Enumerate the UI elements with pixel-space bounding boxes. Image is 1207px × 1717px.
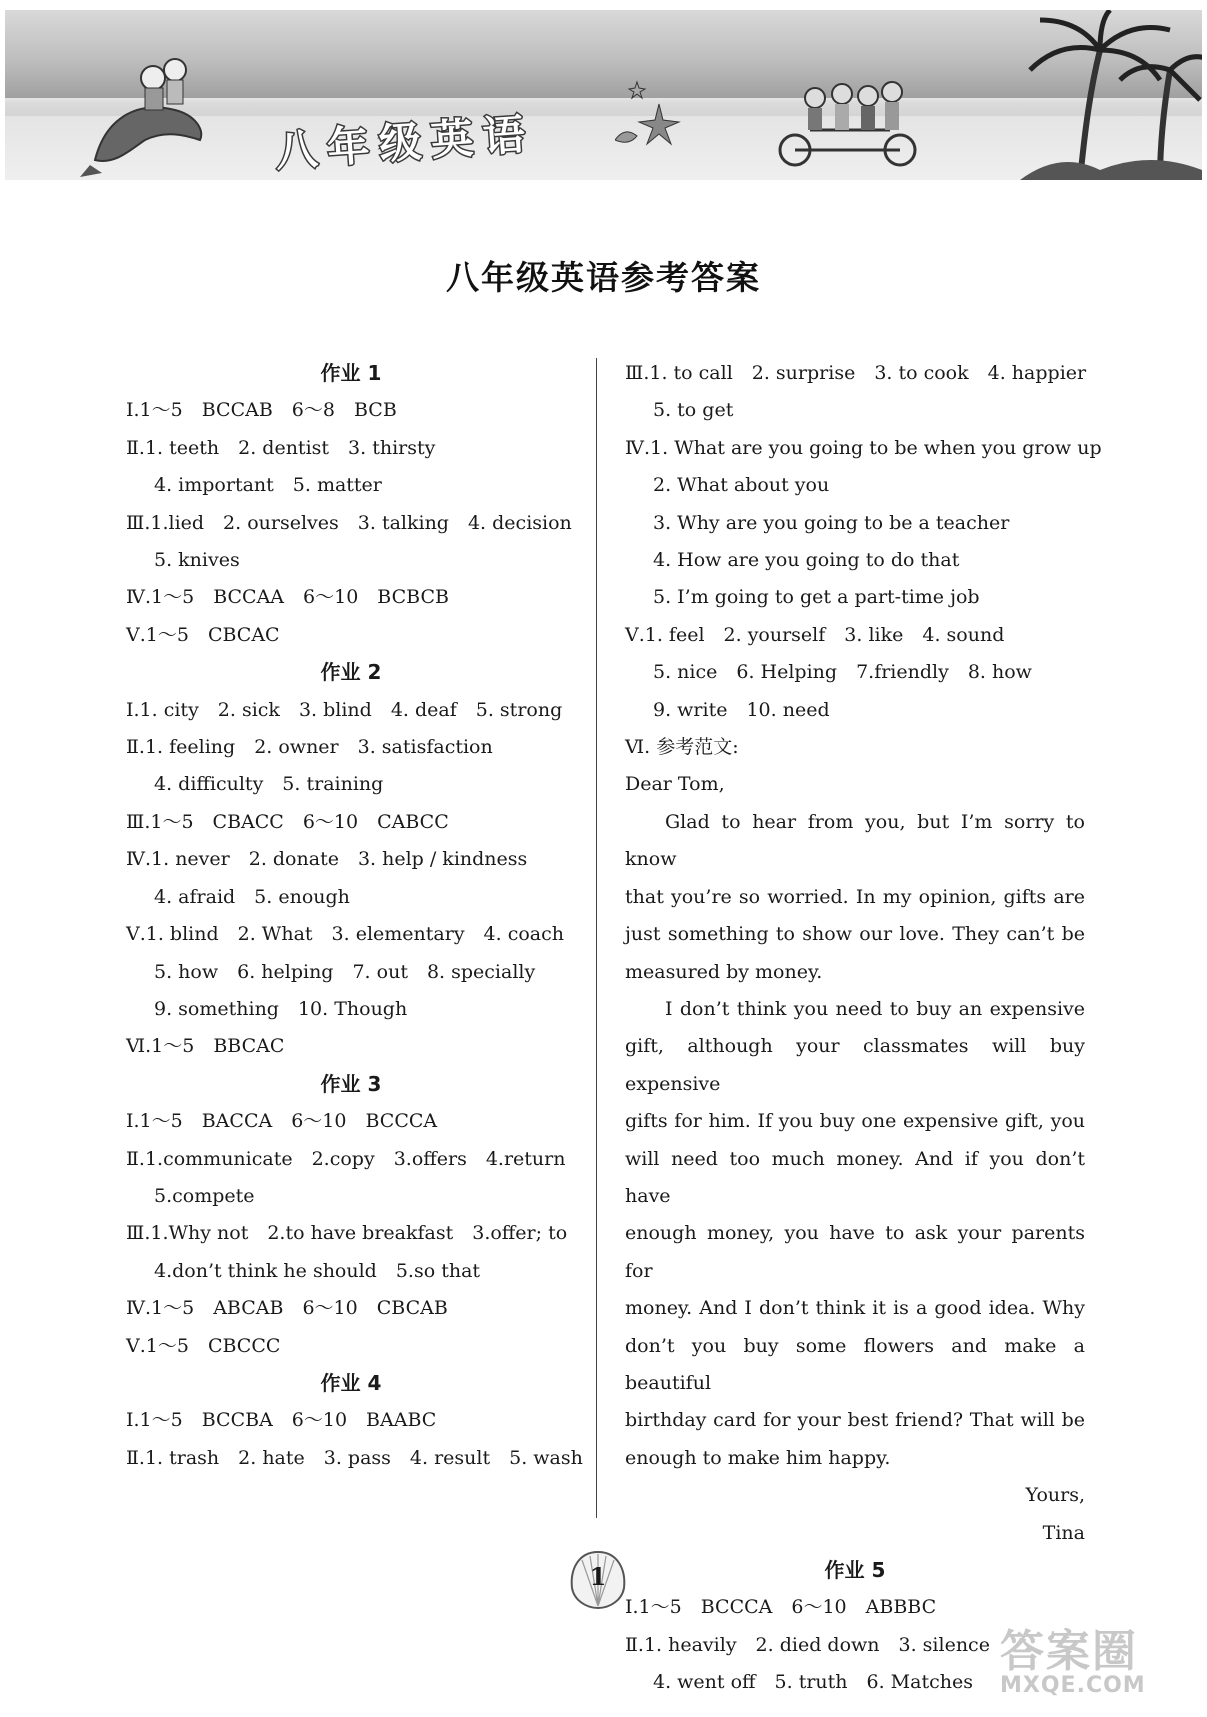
answer-line-continued: 4. important 5. matter bbox=[154, 474, 382, 497]
answer-line: Ⅲ.1.lied 2. ourselves 3. talking 4. decision bbox=[126, 511, 572, 534]
page-title: 八年级英语参考答案 bbox=[446, 258, 761, 297]
watermark-logo-text: 答案圈 bbox=[1000, 1626, 1138, 1677]
answer-line: Dear Tom, bbox=[625, 773, 725, 796]
answer-line: Ⅱ.1. heavily 2. died down 3. silence bbox=[625, 1633, 990, 1656]
essay-line: enough to make him happy. bbox=[625, 1446, 891, 1469]
section-heading: 作业 2 bbox=[320, 660, 382, 685]
answer-line: Ⅰ.1～5 BCCBA 6～10 BAABC bbox=[126, 1409, 437, 1432]
essay-line: Glad to hear from you, but I’m sorry to know bbox=[625, 810, 1085, 871]
page-number: 1 bbox=[589, 1562, 607, 1591]
answer-line: Ⅱ.1.communicate 2.copy 3.offers 4.return bbox=[126, 1147, 566, 1170]
signature-line: Yours, bbox=[1025, 1484, 1085, 1507]
section-heading: 作业 5 bbox=[824, 1558, 886, 1582]
answer-line-continued: 5. how 6. helping 7. out 8. specially bbox=[154, 960, 536, 983]
essay-line: just something to show our love. They can’t be bbox=[625, 923, 1085, 946]
essay-line: don’t you buy some flowers and make a beautiful bbox=[625, 1334, 1085, 1394]
starfish-icon bbox=[615, 80, 695, 160]
answer-line: Ⅰ.1. city 2. sick 3. blind 4. deaf 5. strong bbox=[126, 698, 563, 721]
answer-line: Ⅲ.1.Why not 2.to have breakfast 3.offer; to bbox=[126, 1222, 568, 1245]
section-heading: 作业 4 bbox=[320, 1370, 382, 1395]
answer-line: Ⅵ. 参考范文: bbox=[625, 736, 739, 759]
essay-line: measured by money. bbox=[625, 960, 823, 983]
left-column bbox=[126, 355, 583, 1477]
answer-line: Ⅰ.1～5 BACCA 6～10 BCCCA bbox=[126, 1110, 438, 1133]
answer-line: Ⅳ.1. never 2. donate 3. help / kindness bbox=[126, 848, 528, 871]
essay-line: I don’t think you need to buy an expensive bbox=[665, 997, 1085, 1020]
essay-line: gifts for him. If you buy one expensive gift, you bbox=[625, 1110, 1085, 1133]
right-column bbox=[625, 355, 1102, 1702]
answer-line: Ⅳ.1～5 BCCAA 6～10 BCBCB bbox=[126, 586, 449, 609]
answer-line-continued: 5.compete bbox=[154, 1184, 255, 1207]
answer-line: Ⅳ.1. What are you going to be when you grow up bbox=[625, 436, 1102, 459]
answer-line-continued: 5. knives bbox=[154, 549, 240, 572]
answer-line-continued: 2. What about you bbox=[653, 474, 830, 497]
answer-line-continued: 4. afraid 5. enough bbox=[154, 885, 350, 908]
essay-line: enough money, you have to ask your parents for bbox=[625, 1222, 1085, 1282]
answer-line-continued: 4.don’t think he should 5.so that bbox=[154, 1259, 481, 1282]
answer-line-continued: 4. difficulty 5. training bbox=[154, 773, 384, 796]
answer-line: Ⅴ.1. feel 2. yourself 3. like 4. sound bbox=[625, 623, 1005, 646]
column-divider bbox=[596, 358, 597, 1518]
section-heading: 作业 1 bbox=[320, 361, 382, 385]
section-heading: 作业 3 bbox=[320, 1071, 382, 1096]
essay-line: money. And I don’t think it is a good idea. Why bbox=[625, 1297, 1085, 1320]
answer-line: Ⅱ.1. feeling 2. owner 3. satisfaction bbox=[126, 736, 493, 759]
watermark-url: MXQE.COM bbox=[1000, 1673, 1146, 1698]
answer-line: Ⅵ.1～5 BBCAC bbox=[126, 1035, 285, 1058]
header-banner bbox=[5, 10, 1202, 180]
essay-line: that you’re so worried. In my opinion, gifts are bbox=[625, 885, 1085, 908]
essay-line: birthday card for your best friend? That will be bbox=[625, 1409, 1085, 1432]
answer-line: Ⅱ.1. trash 2. hate 3. pass 4. result 5. wash bbox=[126, 1446, 583, 1469]
answer-line: Ⅴ.1～5 CBCCC bbox=[126, 1334, 281, 1357]
signature-line: Tina bbox=[1042, 1521, 1085, 1544]
answer-line-continued: 3. Why are you going to be a teacher bbox=[653, 511, 1010, 534]
answer-line-continued: 9. write 10. need bbox=[653, 698, 830, 721]
answer-line-continued: 5. I’m going to get a part-time job bbox=[653, 586, 980, 609]
dolphin-illustration bbox=[75, 40, 215, 180]
answer-line: Ⅰ.1～5 BCCAB 6～8 BCB bbox=[126, 399, 397, 422]
answer-line: Ⅰ.1～5 BCCCA 6～10 ABBBC bbox=[625, 1596, 937, 1619]
banner-title: 八年级英语 bbox=[273, 108, 537, 177]
answer-line-continued: 4. How are you going to do that bbox=[653, 549, 960, 572]
answer-line: Ⅴ.1. blind 2. What 3. elementary 4. coach bbox=[126, 923, 565, 946]
answer-line: Ⅲ.1. to call 2. surprise 3. to cook 4. happier bbox=[625, 362, 1087, 384]
answer-line: Ⅱ.1. teeth 2. dentist 3. thirsty bbox=[126, 436, 436, 459]
palm-trees-illustration bbox=[960, 10, 1202, 180]
watermark bbox=[1000, 1615, 1200, 1715]
answer-line-continued: 5. to get bbox=[653, 399, 734, 422]
answer-line-continued: 4. went off 5. truth 6. Matches bbox=[653, 1671, 973, 1694]
tandem-bicycle-illustration bbox=[770, 70, 930, 170]
answer-line: Ⅳ.1～5 ABCAB 6～10 CBCAB bbox=[126, 1297, 448, 1320]
essay-line: will need too much money. And if you don’t have bbox=[625, 1147, 1085, 1207]
essay-line: gift, although your classmates will buy expensive bbox=[625, 1035, 1085, 1095]
answer-line: Ⅴ.1～5 CBCAC bbox=[126, 623, 280, 646]
answer-line: Ⅲ.1～5 CBACC 6～10 CABCC bbox=[126, 810, 449, 833]
answer-line-continued: 5. nice 6. Helping 7.friendly 8. how bbox=[653, 661, 1032, 684]
answer-line-continued: 9. something 10. Though bbox=[154, 997, 408, 1020]
page-number-badge bbox=[566, 1548, 630, 1612]
